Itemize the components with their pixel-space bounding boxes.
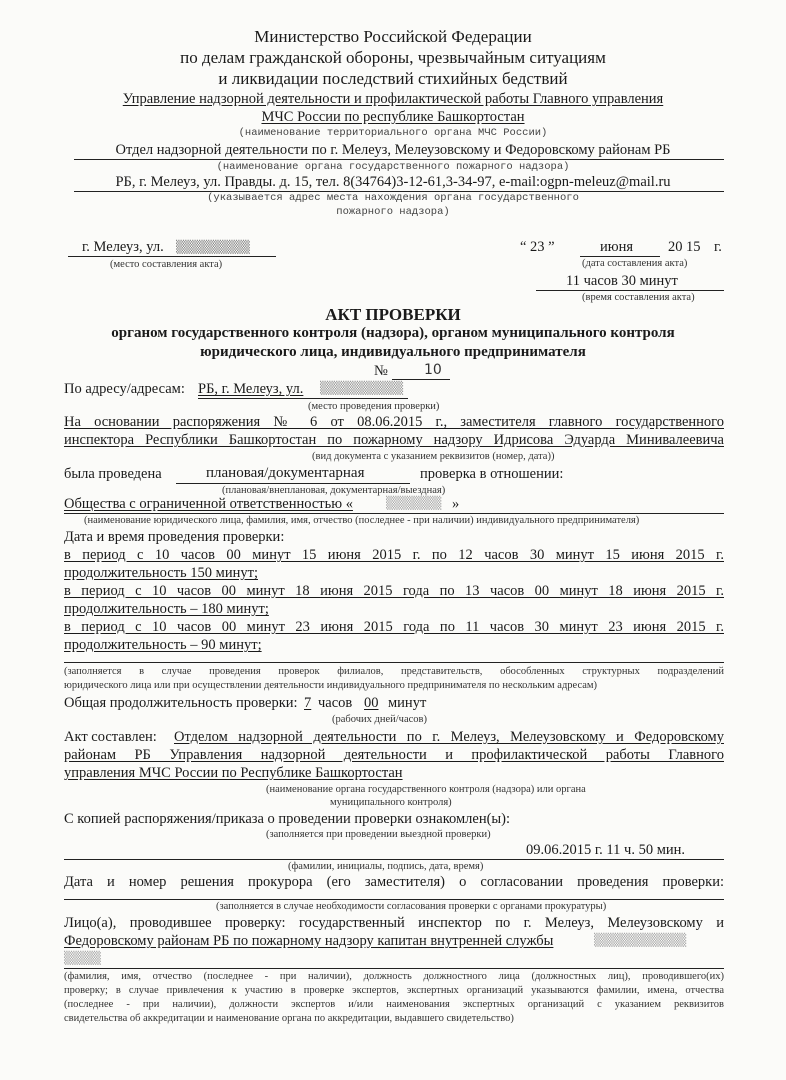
basis-caption: (вид документа с указанием реквизитов (номер, дата)) (312, 451, 555, 462)
period-3: в период с 10 часов 00 минут 23 июня 2015 года по 11 часов 30 минут 23 июня 2015 г. (64, 619, 724, 635)
total-hours-unit: часов (318, 695, 353, 711)
act-year-unit: г. (714, 239, 722, 255)
redacted-street-icon: ▒▒▒▒▒▒▒▒ (176, 240, 250, 254)
prosecutor-caption: (заполняется в случае необходимости согласования проверки с органами прокуратуры) (216, 901, 607, 912)
copy-label: С копией распоряжения/приказа о проведении проверки ознакомлен(ы): (64, 811, 511, 827)
datetime-label: Дата и время проведения проверки: (64, 529, 285, 545)
total-minutes-unit: минут (388, 695, 427, 711)
duration-2: продолжительность – 180 минут; (64, 601, 269, 617)
inspection-address-value: РБ, г. Мелеуз, ул. (198, 381, 304, 397)
date-caption: (дата составления акта) (582, 258, 688, 269)
department-caption: (наименование территориального органа МЧС России) (238, 127, 548, 139)
department-line-1: Управление надзорной деятельности и профилактической работы Главного управления (122, 91, 664, 107)
address-caption: (место проведения проверки) (308, 401, 440, 412)
conducted-value: плановая/документарная (206, 465, 365, 481)
compiled-caption-1: (наименование органа государственного контроля (надзора) или органа (266, 784, 586, 795)
act-place: г. Мелеуз, ул. (82, 239, 164, 255)
prosecutor-label: Дата и номер решения прокурора (его заместителя) о согласовании проведения проверки: (64, 874, 724, 890)
compiled-line-1: Отделом надзорной деятельности по г. Мелеуз, Мелеузовскому и Федоровскому (174, 729, 724, 745)
total-duration-label: Общая продолжительность проверки: (64, 695, 298, 711)
total-caption: (рабочих дней/часов) (332, 714, 427, 725)
entity-name: Общества с ограниченной ответственностью « (64, 496, 353, 512)
redacted-name-icon: ▒▒▒▒▒▒▒▒▒▒ (594, 933, 687, 947)
conducted-caption: (плановая/внеплановая, документарная/выездная) (222, 485, 446, 496)
ministry-line-3: и ликвидации последствий стихийных бедствий (218, 69, 568, 88)
compiled-line-2: районам РБ Управления надзорной деятельности и профилактической работы Главного (64, 747, 724, 763)
branch-note-2: юридического лица или при осуществлении деятельности индивидуального предпринимателя по нескольким адресам) (64, 680, 598, 691)
act-number-value: 10 (424, 362, 442, 378)
redacted-address-icon: ▒▒▒▒▒▒▒▒▒ (320, 381, 404, 395)
conducted-suffix: проверка в отношении: (420, 466, 564, 482)
inspector-caption-3: (последнее - при наличии), должности экспертов и/или наименования экспертных организаций с указанием реквизитов (64, 999, 724, 1010)
copy-caption: (заполняется при проведении выездной проверки) (266, 829, 491, 840)
inspector-line-2: Федоровскому районам РБ по пожарному надзору капитан внутренней службы (64, 933, 554, 949)
act-year-prefix: 20 (668, 239, 683, 255)
inspector-caption-2: проверку; в случае привлечения к участию в проверке экспертов, экспертных организаций указываются фамилии, имена, отчества (64, 985, 724, 996)
conducted-label: была проведена (64, 466, 162, 482)
copy-date: 09.06.2015 г. 11 ч. 50 мин. (526, 842, 686, 858)
inspection-address-label: По адресу/адресам: (64, 381, 185, 397)
act-number-label: № (374, 363, 388, 379)
copy-sign-caption: (фамилии, инициалы, подпись, дата, время) (288, 861, 484, 872)
redacted-name-2-icon: ▒▒▒▒ (64, 951, 101, 965)
act-day: “ 23 ” (520, 239, 555, 255)
address-caption-2: пожарного надзора) (336, 206, 450, 218)
act-month: июня (600, 239, 634, 255)
inspector-line-1: Лицо(а), проводившее проверку: государственный инспектор по г. Мелеуз, Мелеузовскому и (64, 915, 724, 931)
total-hours: 7 (304, 695, 312, 711)
act-time: 11 часов 30 минут (566, 273, 678, 289)
compiled-label: Акт составлен: (64, 729, 157, 745)
act-subtitle-2: юридического лица, индивидуального предпринимателя (200, 344, 586, 360)
basis-line-2: инспектора Республики Башкортостан по пожарному надзору Идрисова Эдуарда Минивалеевича (64, 432, 724, 448)
compiled-line-3: управления МЧС России по Республике Башкортостан (64, 765, 403, 781)
act-subtitle-1: органом государственного контроля (надзора), органом муниципального контроля (111, 325, 675, 341)
division-caption: (наименование органа государственного пожарного надзора) (216, 161, 570, 173)
basis-line-1: На основании распоряжения № 6 от 08.06.2015 г., заместителя главного государственного (64, 414, 724, 430)
ministry-line-2: по делам гражданской обороны, чрезвычайным ситуациям (180, 48, 606, 67)
period-2: в период с 10 часов 00 минут 18 июня 2015 года по 13 часов 00 минут 18 июня 2015 г. (64, 583, 724, 599)
address-line: РБ, г. Мелеуз, ул. Правды. д. 15, тел. 8(34764)3-12-61,3-34-97, e-mail:ogpn-meleuz@mail.ru (115, 174, 671, 190)
total-minutes: 00 (364, 695, 379, 711)
division-line: Отдел надзорной деятельности по г. Мелеуз, Мелеузовскому и Федоровскому районам РБ (115, 142, 671, 158)
duration-3: продолжительность – 90 минут; (64, 637, 262, 653)
address-caption-1: (указывается адрес места нахождения органа государственного (207, 192, 579, 204)
act-year-suffix: 15 (686, 239, 701, 255)
branch-note-1: (заполняется в случае проведения проверок филиалов, представительств, обособленных структурных подразделений (64, 666, 724, 677)
place-caption: (место составления акта) (110, 259, 223, 270)
inspector-caption-4: свидетельства об аккредитации и наименование органа по аккредитации, выдавшего свидетельство) (64, 1013, 514, 1024)
ministry-line-1: Министерство Российской Федерации (254, 27, 532, 46)
department-line-2: МЧС России по республике Башкортостан (261, 109, 525, 125)
inspector-caption-1: (фамилия, имя, отчество (последнее - при наличии), должность должностного лица (должностных лиц), проводившего(их) (64, 971, 724, 982)
redacted-entity-icon: ▒▒▒▒▒▒ (386, 496, 442, 510)
act-title: АКТ ПРОВЕРКИ (325, 305, 461, 324)
entity-close: » (452, 496, 460, 512)
compiled-caption-2: муниципального контроля) (330, 797, 452, 808)
entity-caption: (наименование юридического лица, фамилия, имя, отчество (последнее - при наличии) индивидуального предпринимателя) (84, 515, 640, 526)
duration-1: продолжительность 150 минут; (64, 565, 258, 581)
time-caption: (время составления акта) (582, 292, 695, 303)
period-1: в период с 10 часов 00 минут 15 июня 2015 г. по 12 часов 30 минут 15 июня 2015 г. (64, 547, 724, 563)
